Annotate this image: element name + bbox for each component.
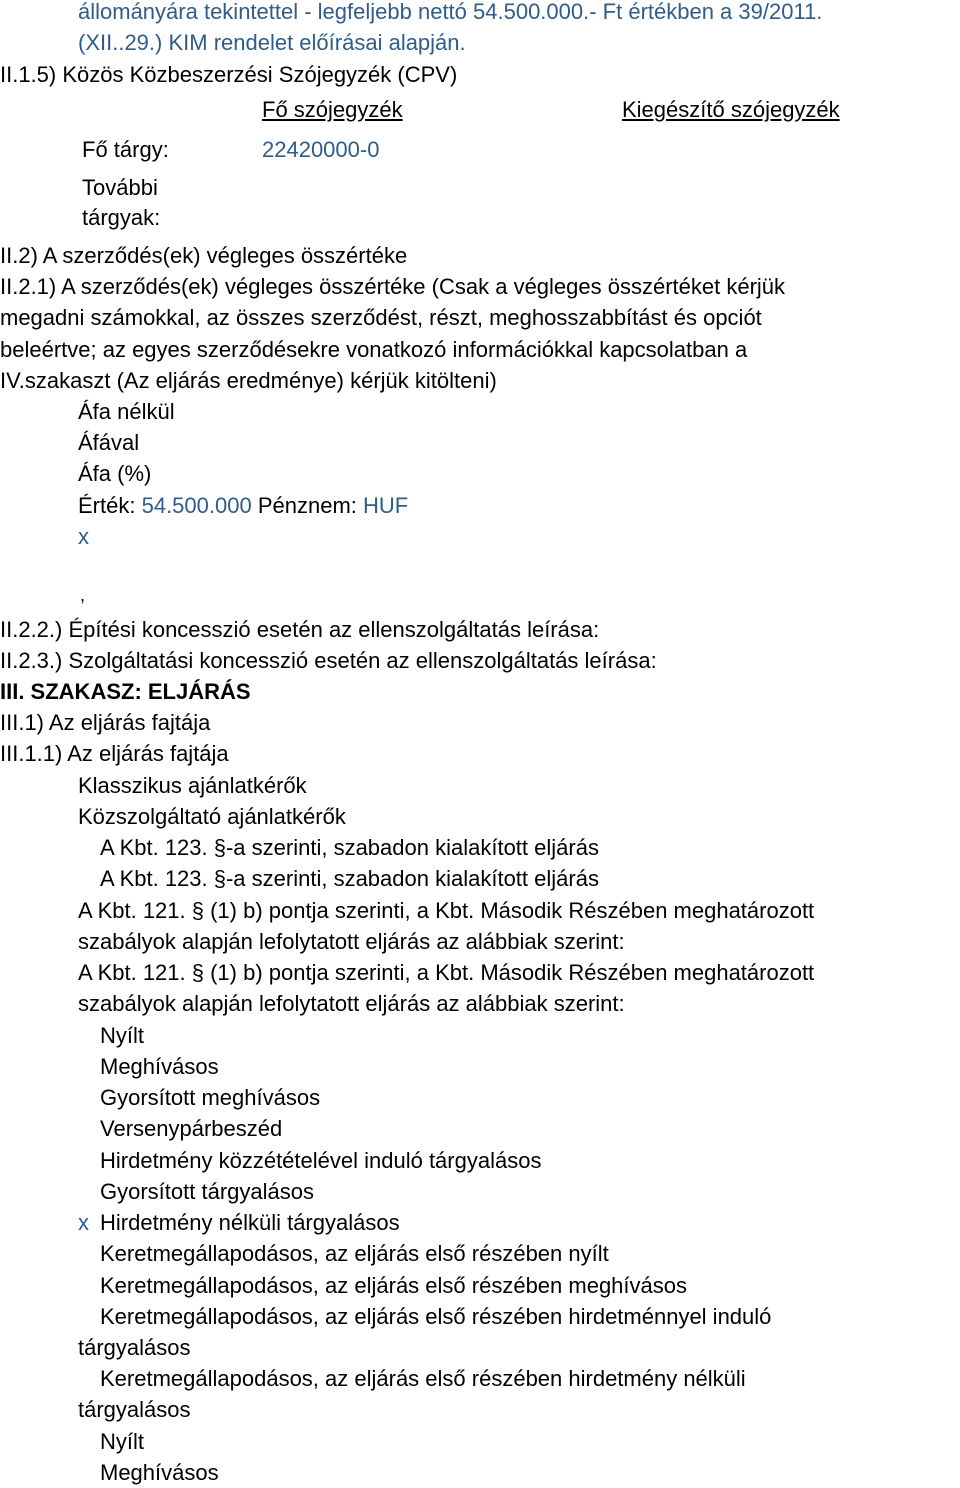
cpv-supplementary-vocab-header: Kiegészítő szójegyzék — [622, 97, 840, 122]
total-value-desc-line-3: beleértve; az egyes szerződésekre vonatkozó információkkal kapcsolatban a — [0, 337, 748, 362]
works-concession-line: II.2.2.) Építési koncesszió esetén az ellenszolgáltatás leírása: — [0, 617, 600, 642]
classic-contracting-authorities: Klasszikus ajánlatkérők — [78, 773, 307, 798]
vat-rate-label: Áfa (%) — [78, 461, 152, 486]
option-restricted: Meghívásos — [100, 1054, 219, 1079]
value-row — [78, 490, 408, 521]
vat-included-option: Áfával — [78, 430, 140, 455]
kbt-121-option-2-line-2: szabályok alapján lefolytatott eljárás az alábbiak szerint: — [78, 991, 625, 1016]
cpv-heading: II.1.5) Közös Közbeszerzési Szójegyzék (CPV) — [0, 62, 458, 87]
option-competitive-dialogue: Versenypárbeszéd — [100, 1116, 283, 1141]
option-open-2: Nyílt — [100, 1429, 144, 1454]
procedure-type-heading: III.1) Az eljárás fajtája — [0, 710, 211, 735]
option-negotiated-with-notice: Hirdetmény közzétételével induló tárgyalásos — [100, 1148, 542, 1173]
total-value-desc-line-2: megadni számokkal, az összes szerződést, részt, meghosszabbítást és opciót — [0, 305, 762, 330]
total-value-desc-line-1: II.2.1) A szerződés(ek) végleges összértéke (Csak a végleges összértéket kérjük — [0, 274, 786, 299]
kbt-121-option-2-line-1: A Kbt. 121. § (1) b) pontja szerinti, a Kbt. Második Részében meghatározott — [78, 960, 815, 985]
option-framework-open: Keretmegállapodásos, az eljárás első részében nyílt — [100, 1241, 609, 1266]
option-framework-negotiated-no-notice-line-2: tárgyalásos — [78, 1397, 191, 1422]
currency-label: Pénznem: — [257, 493, 357, 518]
vat-excluded-option: Áfa nélkül — [78, 399, 175, 424]
value-amount: 54.500.000 — [141, 493, 252, 518]
procedure-type-subheading: III.1.1) Az eljárás fajtája — [0, 741, 229, 766]
other-objects-label-1: További — [82, 175, 158, 200]
currency-value: HUF — [363, 493, 409, 518]
option-framework-restricted: Keretmegállapodásos, az eljárás első részében meghívásos — [100, 1273, 687, 1298]
vat-excluded-mark: x — [78, 524, 89, 549]
selected-procedure-mark: x — [78, 1210, 89, 1235]
value-label: Érték: — [78, 493, 136, 518]
option-framework-negotiated-notice-line-1: Keretmegállapodásos, az eljárás első részében hirdetménnyel induló — [100, 1304, 772, 1329]
total-value-heading: II.2) A szerződés(ek) végleges összértéke — [0, 243, 408, 268]
option-restricted-2: Meghívásos — [100, 1460, 219, 1485]
cpv-main-vocab-header: Fő szójegyzék — [262, 97, 403, 122]
kbt-123-option-2: A Kbt. 123. §-a szerinti, szabadon kialakított eljárás — [100, 866, 599, 891]
option-accelerated-restricted: Gyorsított meghívásos — [100, 1085, 321, 1110]
utility-contracting-authorities: Közszolgáltató ajánlatkérők — [78, 804, 346, 829]
main-object-label: Fő tárgy: — [82, 137, 169, 162]
total-value-desc-line-4: IV.szakaszt (Az eljárás eredménye) kérjük kitölteni) — [0, 368, 497, 393]
kbt-123-option-1: A Kbt. 123. §-a szerinti, szabadon kialakított eljárás — [100, 835, 599, 860]
intro-line-1: állományára tekintettel - legfeljebb nettó 54.500.000.- Ft értékben a 39/2011. — [78, 0, 823, 24]
option-open: Nyílt — [100, 1023, 144, 1048]
main-object-cpv-code: 22420000-0 — [262, 137, 380, 162]
service-concession-line: II.2.3.) Szolgáltatási koncesszió esetén az ellenszolgáltatás leírása: — [0, 648, 657, 673]
kbt-121-option-1-line-2: szabályok alapján lefolytatott eljárás az alábbiak szerint: — [78, 929, 625, 954]
stray-comma: , — [80, 585, 86, 605]
option-accelerated-negotiated: Gyorsított tárgyalásos — [100, 1179, 314, 1204]
option-negotiated-without-notice: Hirdetmény nélküli tárgyalásos — [100, 1210, 400, 1235]
option-framework-negotiated-notice-line-2: tárgyalásos — [78, 1335, 191, 1360]
procedure-section-heading: III. SZAKASZ: ELJÁRÁS — [0, 679, 251, 704]
other-objects-label-2: tárgyak: — [82, 205, 161, 230]
option-framework-negotiated-no-notice-line-1: Keretmegállapodásos, az eljárás első részében hirdetmény nélküli — [100, 1366, 746, 1391]
intro-line-2: (XII..29.) KIM rendelet előírásai alapján. — [78, 30, 466, 55]
kbt-121-option-1-line-1: A Kbt. 121. § (1) b) pontja szerinti, a Kbt. Második Részében meghatározott — [78, 898, 815, 923]
